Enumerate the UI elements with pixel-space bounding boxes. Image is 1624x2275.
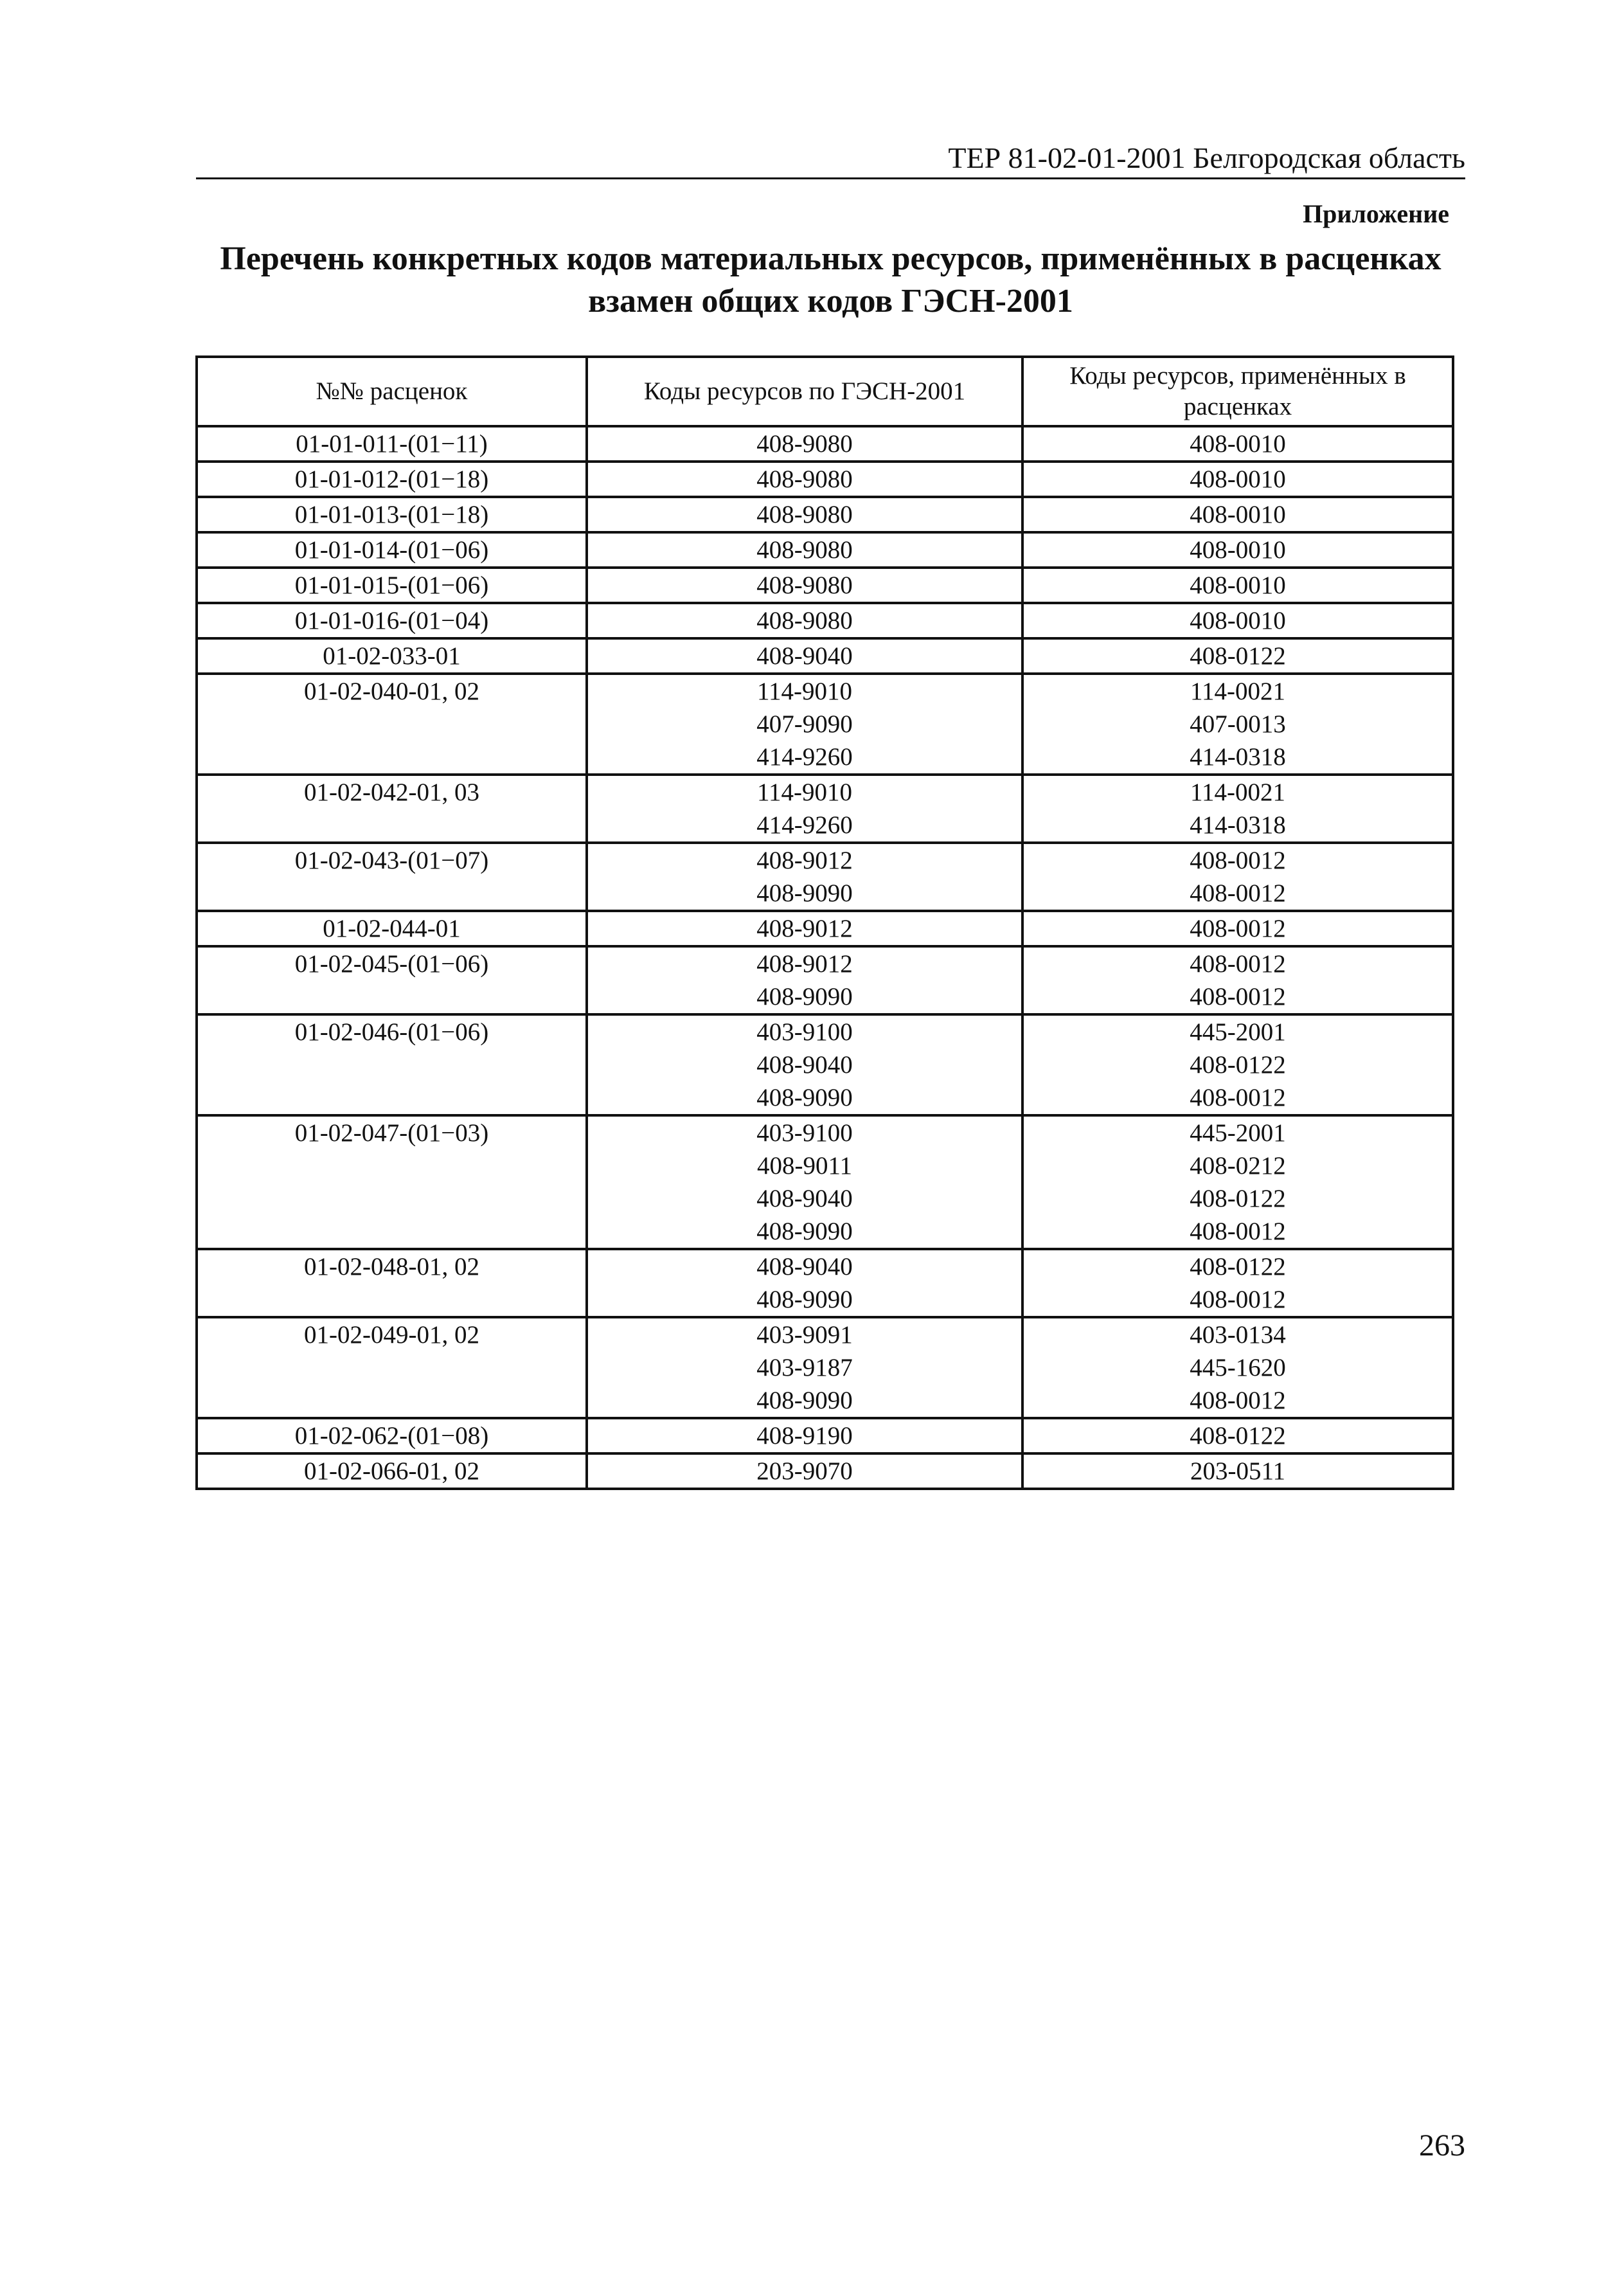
rate-number-cell: 01-01-014-(01−06) xyxy=(197,532,587,568)
table-row xyxy=(197,603,1453,638)
applied-code-cell: 408-0012 xyxy=(1022,1215,1453,1249)
gesn-code-cell: 408-9040 xyxy=(587,1249,1022,1283)
applied-code-cell: 408-0012 xyxy=(1022,980,1453,1014)
gesn-code-cell: 408-9190 xyxy=(587,1418,1022,1453)
table-row xyxy=(197,1215,1453,1249)
rate-number-cell xyxy=(197,741,587,775)
rate-number-cell xyxy=(197,877,587,911)
table-row xyxy=(197,1249,1453,1283)
header-rule xyxy=(196,177,1465,179)
applied-code-cell: 408-0010 xyxy=(1022,462,1453,497)
applied-code-cell: 408-0012 xyxy=(1022,1081,1453,1115)
gesn-code-cell: 408-9080 xyxy=(587,462,1022,497)
rate-number-cell: 01-02-046-(01−06) xyxy=(197,1014,587,1048)
applied-code-cell: 414-0318 xyxy=(1022,741,1453,775)
resource-codes-table xyxy=(195,355,1454,1490)
applied-code-cell: 408-0010 xyxy=(1022,603,1453,638)
rate-number-cell: 01-02-043-(01−07) xyxy=(197,843,587,877)
gesn-code-cell: 114-9010 xyxy=(587,674,1022,708)
table-row xyxy=(197,775,1453,809)
rate-number-cell xyxy=(197,1149,587,1182)
gesn-code-cell: 403-9100 xyxy=(587,1115,1022,1149)
gesn-code-cell: 408-9011 xyxy=(587,1149,1022,1182)
applied-code-cell: 408-0012 xyxy=(1022,1283,1453,1317)
column-header-gesn-codes: Коды ресурсов по ГЭСН-2001 xyxy=(587,357,1022,426)
table-row xyxy=(197,426,1453,462)
table-row xyxy=(197,1048,1453,1081)
applied-code-cell: 408-0012 xyxy=(1022,843,1453,877)
applied-code-cell: 408-0122 xyxy=(1022,1418,1453,1453)
applied-code-cell: 408-0010 xyxy=(1022,568,1453,603)
applied-code-cell: 203-0511 xyxy=(1022,1453,1453,1489)
table-row xyxy=(197,1115,1453,1149)
applied-code-cell: 408-0122 xyxy=(1022,1249,1453,1283)
applied-code-cell: 445-2001 xyxy=(1022,1014,1453,1048)
table-row xyxy=(197,1081,1453,1115)
applied-code-cell: 408-0122 xyxy=(1022,1048,1453,1081)
document-title-line-2: взамен общих кодов ГЭСН-2001 xyxy=(588,283,1073,319)
table-header xyxy=(197,357,1453,426)
rate-number-cell xyxy=(197,980,587,1014)
rate-number-cell: 01-02-066-01, 02 xyxy=(197,1453,587,1489)
table-row xyxy=(197,674,1453,708)
table-row xyxy=(197,1384,1453,1418)
document-title xyxy=(196,238,1465,323)
gesn-code-cell: 408-9040 xyxy=(587,1182,1022,1215)
gesn-code-cell: 408-9080 xyxy=(587,426,1022,462)
rate-number-cell xyxy=(197,708,587,741)
table-row xyxy=(197,741,1453,775)
table-row xyxy=(197,911,1453,946)
applied-code-cell: 408-0122 xyxy=(1022,638,1453,674)
document-title-line-1: Перечень конкретных кодов материальных ресурсов, применённых в расценках xyxy=(220,240,1441,277)
table-row xyxy=(197,1453,1453,1489)
rate-number-cell xyxy=(197,1351,587,1384)
applied-code-cell: 408-0010 xyxy=(1022,426,1453,462)
gesn-code-cell: 203-9070 xyxy=(587,1453,1022,1489)
table-row xyxy=(197,568,1453,603)
gesn-code-cell: 403-9091 xyxy=(587,1317,1022,1351)
gesn-code-cell: 114-9010 xyxy=(587,775,1022,809)
rate-number-cell: 01-02-033-01 xyxy=(197,638,587,674)
rate-number-cell xyxy=(197,1182,587,1215)
rate-number-cell xyxy=(197,1384,587,1418)
table-row xyxy=(197,532,1453,568)
table-row xyxy=(197,946,1453,980)
gesn-code-cell: 408-9090 xyxy=(587,877,1022,911)
applied-code-cell: 445-1620 xyxy=(1022,1351,1453,1384)
table-row xyxy=(197,1182,1453,1215)
table-row xyxy=(197,1351,1453,1384)
gesn-code-cell: 408-9080 xyxy=(587,497,1022,532)
table-row xyxy=(197,980,1453,1014)
rate-number-cell: 01-02-048-01, 02 xyxy=(197,1249,587,1283)
table-row xyxy=(197,497,1453,532)
rate-number-cell: 01-02-042-01, 03 xyxy=(197,775,587,809)
gesn-code-cell: 408-9080 xyxy=(587,603,1022,638)
table-row xyxy=(197,877,1453,911)
rate-number-cell xyxy=(197,809,587,843)
rate-number-cell: 01-02-047-(01−03) xyxy=(197,1115,587,1149)
gesn-code-cell: 408-9090 xyxy=(587,1384,1022,1418)
rate-number-cell: 01-02-062-(01−08) xyxy=(197,1418,587,1453)
applied-code-cell: 408-0012 xyxy=(1022,946,1453,980)
rate-number-cell: 01-02-045-(01−06) xyxy=(197,946,587,980)
table-body xyxy=(197,426,1453,1489)
table-row xyxy=(197,462,1453,497)
applied-code-cell: 408-0012 xyxy=(1022,877,1453,911)
table-row xyxy=(197,638,1453,674)
gesn-code-cell: 403-9187 xyxy=(587,1351,1022,1384)
page-number: 263 xyxy=(1419,2128,1465,2163)
applied-code-cell: 408-0010 xyxy=(1022,497,1453,532)
applied-code-cell: 408-0122 xyxy=(1022,1182,1453,1215)
gesn-code-cell: 407-9090 xyxy=(587,708,1022,741)
rate-number-cell: 01-02-044-01 xyxy=(197,911,587,946)
gesn-code-cell: 408-9090 xyxy=(587,1283,1022,1317)
rate-number-cell: 01-01-016-(01−04) xyxy=(197,603,587,638)
rate-number-cell xyxy=(197,1215,587,1249)
gesn-code-cell: 414-9260 xyxy=(587,741,1022,775)
gesn-code-cell: 414-9260 xyxy=(587,809,1022,843)
gesn-code-cell: 408-9080 xyxy=(587,532,1022,568)
applied-code-cell: 445-2001 xyxy=(1022,1115,1453,1149)
applied-code-cell: 114-0021 xyxy=(1022,775,1453,809)
table-row xyxy=(197,1149,1453,1182)
gesn-code-cell: 408-9012 xyxy=(587,946,1022,980)
column-header-rates: №№ расценок xyxy=(197,357,587,426)
applied-code-cell: 114-0021 xyxy=(1022,674,1453,708)
applied-code-cell: 408-0212 xyxy=(1022,1149,1453,1182)
applied-code-cell: 403-0134 xyxy=(1022,1317,1453,1351)
gesn-code-cell: 403-9100 xyxy=(587,1014,1022,1048)
table-row xyxy=(197,1317,1453,1351)
table-row xyxy=(197,708,1453,741)
applied-code-cell: 414-0318 xyxy=(1022,809,1453,843)
gesn-code-cell: 408-9090 xyxy=(587,980,1022,1014)
rate-number-cell xyxy=(197,1081,587,1115)
appendix-label: Приложение xyxy=(1303,199,1449,228)
gesn-code-cell: 408-9080 xyxy=(587,568,1022,603)
table-row xyxy=(197,843,1453,877)
applied-code-cell: 408-0012 xyxy=(1022,911,1453,946)
applied-code-cell: 407-0013 xyxy=(1022,708,1453,741)
gesn-code-cell: 408-9040 xyxy=(587,638,1022,674)
applied-code-cell: 408-0010 xyxy=(1022,532,1453,568)
rate-number-cell: 01-01-015-(01−06) xyxy=(197,568,587,603)
rate-number-cell: 01-02-049-01, 02 xyxy=(197,1317,587,1351)
table-row xyxy=(197,809,1453,843)
table-row xyxy=(197,1014,1453,1048)
column-header-applied-codes: Коды ресурсов, применённых в расценках xyxy=(1022,357,1453,426)
gesn-code-cell: 408-9090 xyxy=(587,1215,1022,1249)
table-header-row xyxy=(197,357,1453,426)
applied-code-cell: 408-0012 xyxy=(1022,1384,1453,1418)
rate-number-cell: 01-02-040-01, 02 xyxy=(197,674,587,708)
rate-number-cell: 01-01-011-(01−11) xyxy=(197,426,587,462)
running-header: ТЕР 81-02-01-2001 Белгородская область xyxy=(948,141,1465,174)
table-row xyxy=(197,1283,1453,1317)
gesn-code-cell: 408-9090 xyxy=(587,1081,1022,1115)
rate-number-cell: 01-01-013-(01−18) xyxy=(197,497,587,532)
rate-number-cell: 01-01-012-(01−18) xyxy=(197,462,587,497)
rate-number-cell xyxy=(197,1048,587,1081)
gesn-code-cell: 408-9012 xyxy=(587,843,1022,877)
table-row xyxy=(197,1418,1453,1453)
rate-number-cell xyxy=(197,1283,587,1317)
gesn-code-cell: 408-9040 xyxy=(587,1048,1022,1081)
gesn-code-cell: 408-9012 xyxy=(587,911,1022,946)
